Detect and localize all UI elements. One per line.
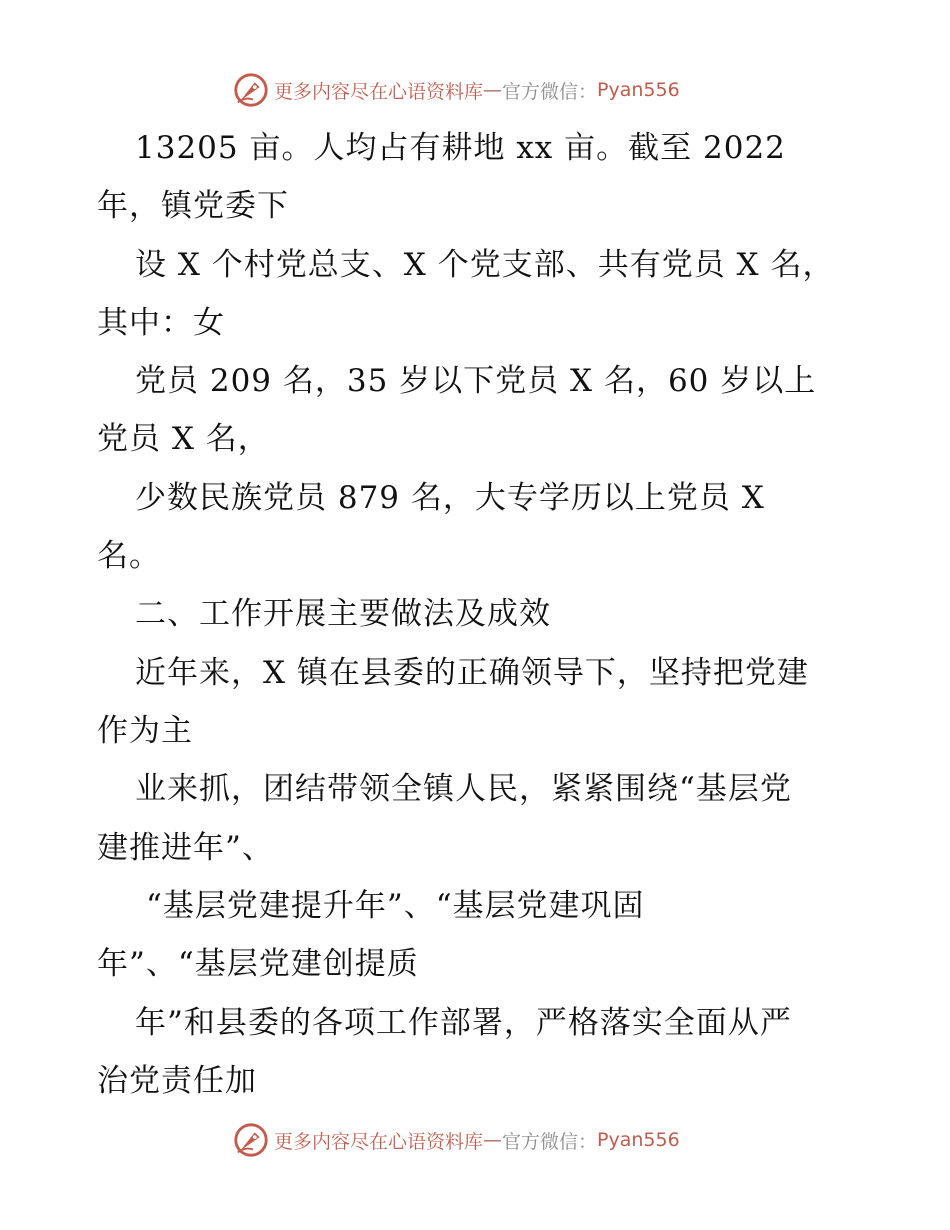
pen-nib-logo-icon — [232, 71, 270, 109]
body-line: 作为主 — [97, 713, 193, 749]
watermark-main-text: 更多内容尽在心语资料库 — [274, 1130, 484, 1153]
section-heading: 二、工作开展主要做法及成效 — [135, 596, 551, 632]
watermark-channel: 官方微信： — [502, 1130, 598, 1153]
body-line: 名。 — [97, 538, 161, 574]
body-line: 年，镇党委下 — [97, 188, 289, 224]
body-line: 其中：女 — [97, 305, 225, 341]
body-line: “基层党建提升年”、“基层党建巩固 — [146, 888, 645, 924]
body-line: 党员 X 名， — [97, 421, 270, 457]
body-line: 党员 209 名，35 岁以下党员 X 名，60 岁以上 — [135, 363, 817, 399]
body-line: 设 X 个村党总支、X 个党支部、共有党员 X 名， — [135, 247, 835, 283]
watermark-dash: — — [483, 79, 503, 101]
watermark-dash: — — [483, 1129, 503, 1151]
watermark-main-text: 更多内容尽在心语资料库 — [274, 80, 484, 103]
body-line: 近年来，X 镇在县委的正确领导下，坚持把党建 — [135, 655, 809, 691]
body-line: 业来抓，团结带领全镇人民，紧紧围绕“基层党 — [135, 771, 792, 807]
watermark-channel: 官方微信： — [502, 80, 598, 103]
body-line: 年”和县委的各项工作部署，严格落实全面从严 — [135, 1005, 792, 1041]
pen-nib-logo-icon — [232, 1121, 270, 1159]
body-line: 建推进年”、 — [97, 830, 274, 866]
watermark-id: Pyan556 — [597, 79, 680, 101]
watermark-footer — [232, 1120, 680, 1160]
body-line: 年”、“基层党建创提质 — [97, 946, 419, 982]
watermark-id: Pyan556 — [597, 1129, 680, 1151]
body-line: 治党责任加 — [97, 1063, 257, 1099]
watermark-header — [232, 70, 680, 110]
body-line: 13205 亩。人均占有耕地 xx 亩。截至 2022 — [135, 130, 786, 166]
body-line: 少数民族党员 879 名，大专学历以上党员 X — [135, 480, 765, 516]
